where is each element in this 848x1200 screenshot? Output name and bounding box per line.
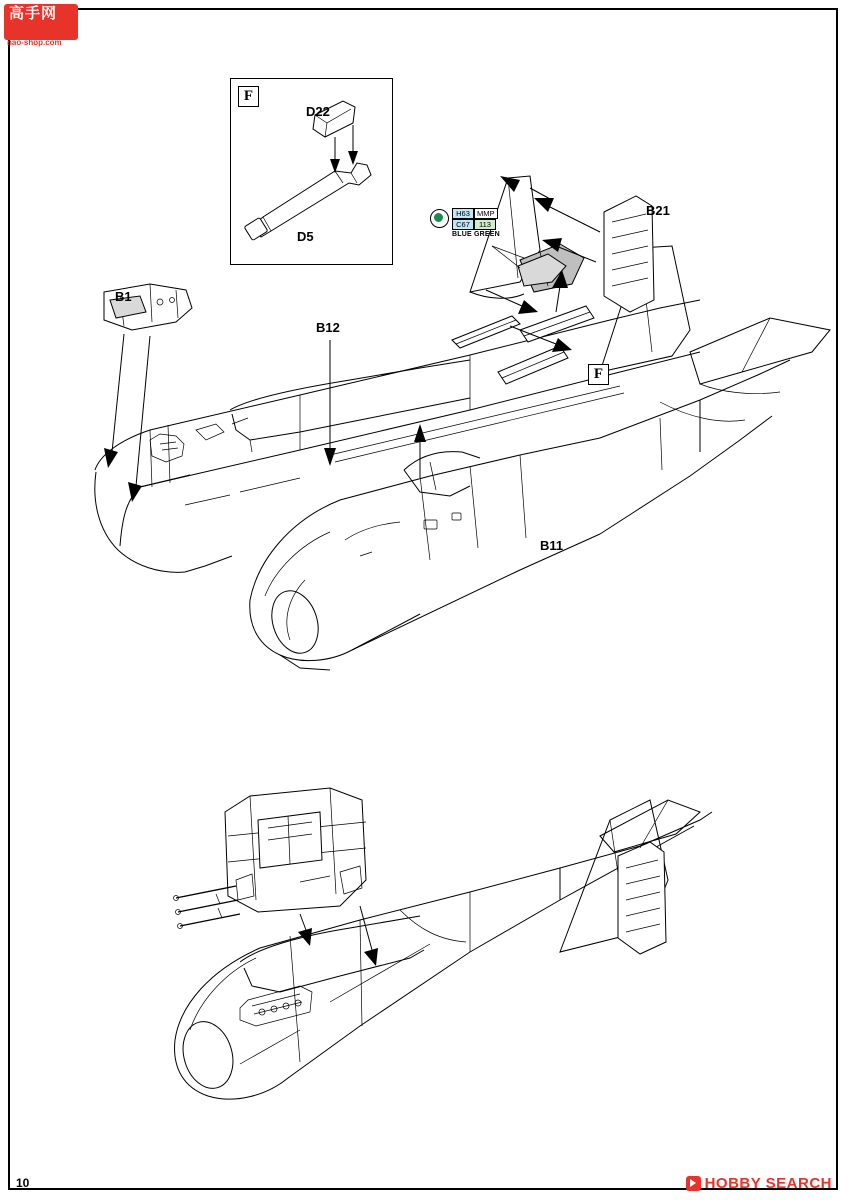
- paint-code-h: H63: [452, 208, 474, 219]
- callout-tag-F: F: [238, 86, 259, 107]
- watermark-cn-text: 高手网: [9, 5, 58, 22]
- label-B11: B11: [540, 538, 564, 553]
- tag-F-reference: F: [588, 364, 609, 385]
- cockpit-tub-assembly: [174, 788, 367, 929]
- callout-label-D5: D5: [297, 229, 314, 244]
- hobby-search-text: HOBBY SEARCH: [704, 1175, 832, 1192]
- label-B12: B12: [316, 320, 340, 335]
- assembly-arrows-bottom: [298, 906, 378, 966]
- paint-code-n: 113: [474, 219, 496, 230]
- vertical-fin-bottom: [560, 800, 668, 954]
- paint-code-mmp: MMP: [474, 208, 498, 219]
- hobby-search-logo: [686, 1175, 832, 1192]
- paint-code-c: C67: [452, 219, 474, 230]
- play-mark-icon: [686, 1176, 701, 1191]
- interior-detail-bottom: [240, 986, 312, 1026]
- page-number: 10: [16, 1176, 30, 1190]
- watermark-url: nao-shop.com: [7, 38, 62, 47]
- callout-label-D22: D22: [306, 104, 330, 119]
- paint-color-name: BLUE GREEN: [452, 231, 500, 238]
- label-B21: B21: [646, 203, 670, 218]
- label-B1: B1: [115, 289, 132, 304]
